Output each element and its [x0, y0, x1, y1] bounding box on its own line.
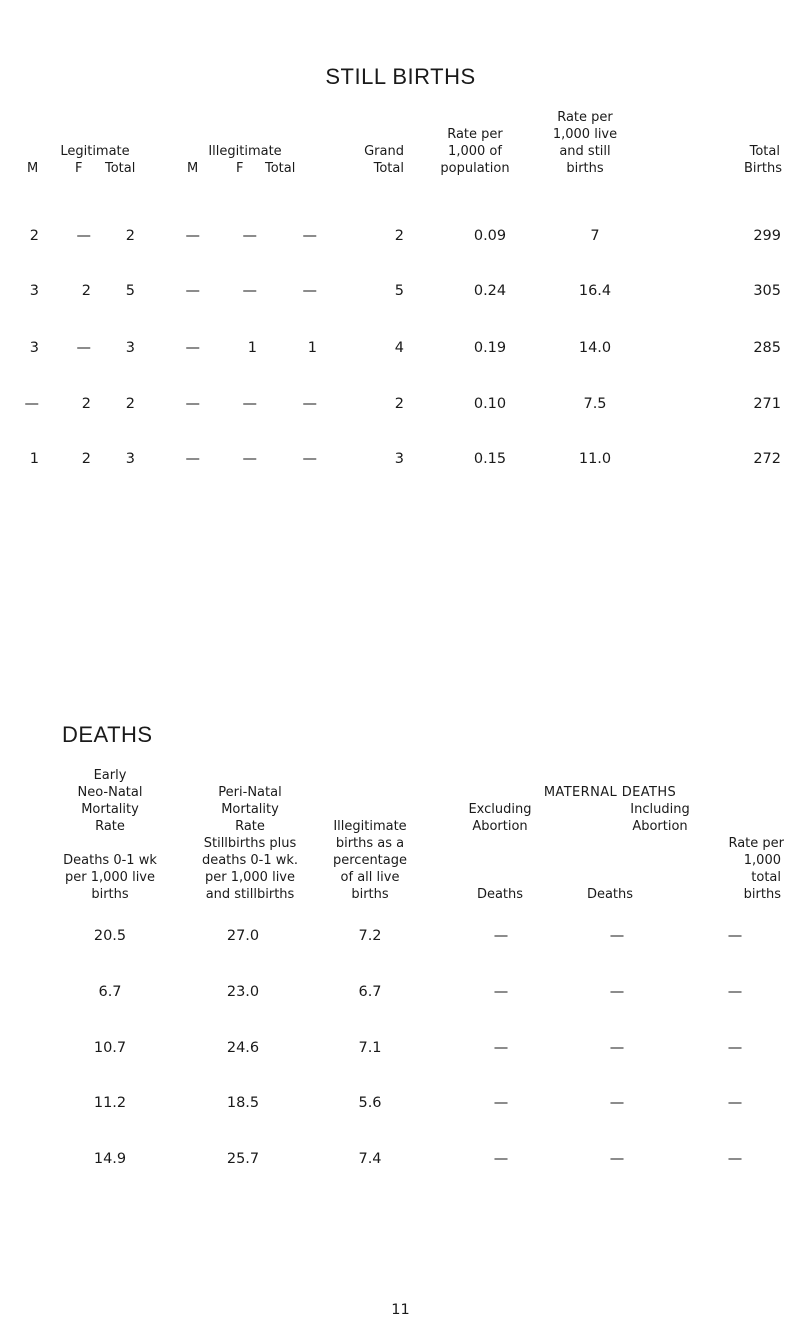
- header-peri-2: Mortality: [221, 802, 279, 817]
- cell-maternal-rate: —: [727, 1151, 743, 1167]
- header-rate-2: 1,000: [743, 853, 781, 868]
- header-neo-5: Deaths 0-1 wk: [63, 853, 157, 868]
- cell-illeg-f: —: [242, 396, 257, 412]
- cell-rate-births: 16.4: [578, 283, 612, 299]
- cell-peri-natal-rate: 27.0: [226, 928, 260, 944]
- header-population: population: [440, 161, 510, 176]
- header-excluding-1: Excluding: [468, 802, 532, 817]
- cell-rate-population: 0.09: [473, 228, 507, 244]
- cell-neo-natal-rate: 6.7: [98, 984, 122, 1000]
- cell-illeg-total: 1: [307, 340, 317, 356]
- header-total-1: Total: [749, 144, 780, 159]
- cell-rate-births: 14.0: [578, 340, 612, 356]
- cell-maternal-excluding: —: [493, 1040, 509, 1056]
- cell-legit-f: 2: [81, 396, 91, 412]
- cell-legit-m: 2: [29, 228, 39, 244]
- header-f2: F: [236, 161, 244, 176]
- cell-rate-births: 11.0: [578, 451, 612, 467]
- header-illeg-1: Illegitimate: [333, 819, 407, 834]
- header-peri-7: and stillbirths: [205, 887, 295, 902]
- cell-illeg-m: —: [185, 340, 200, 356]
- cell-total-births: 305: [753, 283, 781, 299]
- cell-rate-population: 0.19: [473, 340, 507, 356]
- header-total-illeg: Total: [265, 161, 296, 176]
- header-m1: M: [27, 161, 39, 176]
- cell-grand-total: 2: [394, 396, 404, 412]
- header-illeg-5: births: [351, 887, 389, 902]
- cell-rate-population: 0.15: [473, 451, 507, 467]
- header-births: births: [566, 161, 604, 176]
- header-maternal-deaths: MATERNAL DEATHS: [543, 785, 677, 800]
- cell-maternal-excluding: —: [493, 1095, 509, 1111]
- cell-total-births: 285: [753, 340, 781, 356]
- header-grand-total: Total: [373, 161, 404, 176]
- cell-maternal-including: —: [609, 1095, 625, 1111]
- cell-illegitimate-pct: 6.7: [358, 984, 382, 1000]
- header-illegitimate: Illegitimate: [208, 144, 282, 159]
- header-excluding-2: Abortion: [472, 819, 528, 834]
- cell-legit-f: 2: [81, 283, 91, 299]
- cell-legit-total: 3: [125, 451, 135, 467]
- header-peri-3: Rate: [235, 819, 265, 834]
- cell-neo-natal-rate: 10.7: [93, 1040, 127, 1056]
- cell-legit-m: 1: [29, 451, 39, 467]
- header-neo-2: Neo-Natal: [77, 785, 143, 800]
- stillbirths-title: STILL BIRTHS: [325, 64, 476, 89]
- header-peri-4: Stillbirths plus: [203, 836, 297, 851]
- header-illeg-3: percentage: [332, 853, 407, 868]
- page-number: 11: [391, 1302, 410, 1318]
- header-peri-6: per 1,000 live: [205, 870, 295, 885]
- cell-illeg-m: —: [185, 228, 200, 244]
- header-rate-live-1: Rate per: [557, 110, 613, 125]
- header-total-births: Births: [744, 161, 782, 176]
- cell-illeg-total: —: [302, 396, 317, 412]
- cell-legit-total: 2: [125, 228, 135, 244]
- cell-illeg-total: —: [302, 283, 317, 299]
- cell-total-births: 271: [753, 396, 781, 412]
- cell-illeg-f: 1: [247, 340, 257, 356]
- cell-illegitimate-pct: 5.6: [358, 1095, 382, 1111]
- cell-neo-natal-rate: 20.5: [93, 928, 127, 944]
- header-illeg-4: of all live: [340, 870, 400, 885]
- header-rate-pop-2: 1,000 of: [448, 144, 502, 159]
- header-legitimate: Legitimate: [60, 144, 130, 159]
- header-neo-3: Mortality: [81, 802, 139, 817]
- cell-legit-total: 5: [125, 283, 135, 299]
- cell-illeg-total: —: [302, 451, 317, 467]
- cell-peri-natal-rate: 18.5: [226, 1095, 260, 1111]
- cell-maternal-excluding: —: [493, 984, 509, 1000]
- cell-grand-total: 4: [394, 340, 404, 356]
- cell-total-births: 272: [753, 451, 781, 467]
- header-births-total: births: [743, 887, 781, 902]
- cell-total-births: 299: [753, 228, 781, 244]
- header-deaths-excluding: Deaths: [476, 887, 524, 902]
- cell-maternal-excluding: —: [493, 1151, 509, 1167]
- cell-maternal-including: —: [609, 928, 625, 944]
- cell-illeg-f: —: [242, 283, 257, 299]
- deaths-title: DEATHS: [62, 722, 153, 747]
- header-illeg-2: births as a: [335, 836, 405, 851]
- cell-maternal-rate: —: [727, 1095, 743, 1111]
- cell-illegitimate-pct: 7.4: [358, 1151, 382, 1167]
- cell-maternal-rate: —: [727, 1040, 743, 1056]
- cell-illegitimate-pct: 7.1: [358, 1040, 382, 1056]
- cell-rate-births: 7: [590, 228, 600, 244]
- header-f1: F: [75, 161, 83, 176]
- cell-maternal-excluding: —: [493, 928, 509, 944]
- cell-illeg-m: —: [185, 451, 200, 467]
- cell-maternal-including: —: [609, 1151, 625, 1167]
- cell-neo-natal-rate: 14.9: [93, 1151, 127, 1167]
- header-total-leg: Total: [105, 161, 136, 176]
- cell-legit-f: —: [76, 340, 91, 356]
- cell-illeg-f: —: [242, 451, 257, 467]
- header-rate-live-3: and still: [559, 144, 611, 159]
- cell-peri-natal-rate: 24.6: [226, 1040, 260, 1056]
- cell-legit-m: 3: [29, 283, 39, 299]
- cell-illeg-total: —: [302, 228, 317, 244]
- header-rate-live-2: 1,000 live: [552, 127, 618, 142]
- cell-rate-births: 7.5: [583, 396, 607, 412]
- header-rate-pop-1: Rate per: [447, 127, 503, 142]
- header-rate-1: Rate per: [728, 836, 784, 851]
- cell-rate-population: 0.10: [473, 396, 507, 412]
- header-including-1: Including: [630, 802, 690, 817]
- header-deaths-including: Deaths: [586, 887, 634, 902]
- cell-neo-natal-rate: 11.2: [93, 1095, 127, 1111]
- cell-grand-total: 3: [394, 451, 404, 467]
- cell-illeg-f: —: [242, 228, 257, 244]
- cell-legit-total: 2: [125, 396, 135, 412]
- header-peri-1: Peri-Natal: [218, 785, 282, 800]
- cell-peri-natal-rate: 25.7: [226, 1151, 260, 1167]
- header-peri-5: deaths 0-1 wk.: [201, 853, 299, 868]
- cell-illegitimate-pct: 7.2: [358, 928, 382, 944]
- header-neo-1: Early: [93, 768, 127, 783]
- cell-maternal-including: —: [609, 1040, 625, 1056]
- cell-illeg-m: —: [185, 283, 200, 299]
- cell-peri-natal-rate: 23.0: [226, 984, 260, 1000]
- header-m2: M: [187, 161, 199, 176]
- cell-maternal-rate: —: [727, 984, 743, 1000]
- cell-legit-f: —: [76, 228, 91, 244]
- cell-maternal-including: —: [609, 984, 625, 1000]
- header-rate-3: total: [751, 870, 781, 885]
- header-grand: Grand: [364, 144, 404, 159]
- cell-illeg-m: —: [185, 396, 200, 412]
- header-neo-6: per 1,000 live: [65, 870, 155, 885]
- cell-legit-total: 3: [125, 340, 135, 356]
- cell-grand-total: 5: [394, 283, 404, 299]
- cell-maternal-rate: —: [727, 928, 743, 944]
- cell-grand-total: 2: [394, 228, 404, 244]
- header-neo-7: births: [91, 887, 129, 902]
- cell-legit-m: —: [24, 396, 39, 412]
- header-including-2: Abortion: [632, 819, 688, 834]
- cell-legit-m: 3: [29, 340, 39, 356]
- cell-legit-f: 2: [81, 451, 91, 467]
- cell-rate-population: 0.24: [473, 283, 507, 299]
- header-neo-4: Rate: [95, 819, 125, 834]
